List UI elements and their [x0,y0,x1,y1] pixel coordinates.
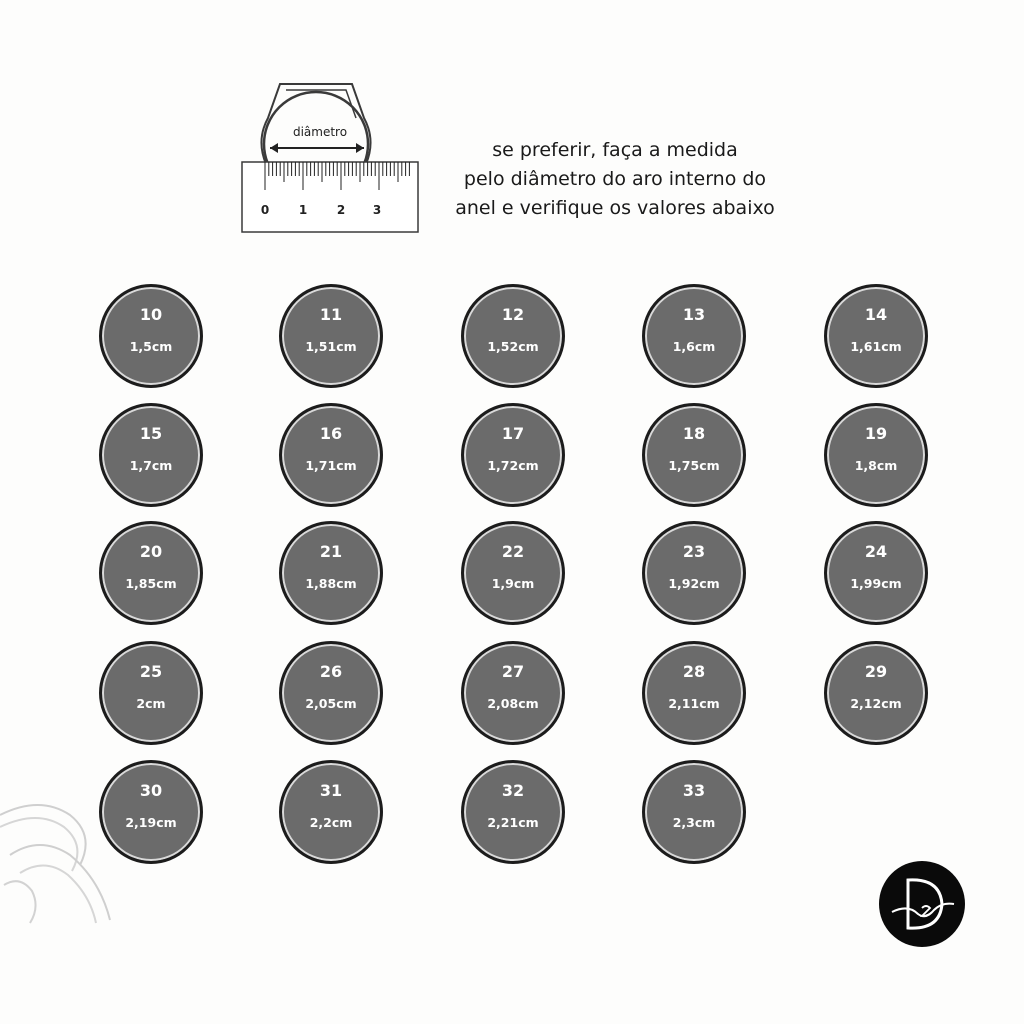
size-number: 32 [501,781,525,800]
size-number: 15 [139,424,163,443]
size-diameter: 2cm [136,696,166,711]
size-circle-21 [279,521,383,625]
size-circle-17 [461,403,565,507]
size-diameter: 1,6cm [672,339,716,354]
size-number: 11 [319,305,343,324]
size-diameter: 1,7cm [129,458,173,473]
instructions-line-1: se preferir, faça a medida [492,139,738,161]
size-number: 14 [864,305,888,324]
instructions-line-3: anel e verifique os valores abaixo [455,197,775,219]
size-diameter: 2,08cm [487,696,539,711]
size-diameter: 2,2cm [309,815,353,830]
diameter-label: diâmetro [292,125,348,139]
ruler-number-3: 3 [372,203,382,217]
size-number: 33 [682,781,706,800]
size-diameter: 2,3cm [672,815,716,830]
size-number: 17 [501,424,525,443]
size-number: 10 [139,305,163,324]
size-diameter: 2,21cm [487,815,539,830]
size-diameter: 2,05cm [305,696,357,711]
ruler-number-1: 1 [298,203,308,217]
size-circle-16 [279,403,383,507]
size-circle-13 [642,284,746,388]
size-circle-26 [279,641,383,745]
size-circle-12 [461,284,565,388]
size-circle-33 [642,760,746,864]
size-diameter: 1,71cm [305,458,357,473]
size-number: 26 [319,662,343,681]
size-circle-28 [642,641,746,745]
size-number: 21 [319,542,343,561]
size-circle-29 [824,641,928,745]
size-diameter: 1,8cm [854,458,898,473]
size-diameter: 2,11cm [668,696,720,711]
ruler-number-2: 2 [336,203,346,217]
size-diameter: 1,9cm [491,576,535,591]
size-circle-25 [99,641,203,745]
size-circle-11 [279,284,383,388]
size-number: 24 [864,542,888,561]
size-diameter: 1,51cm [305,339,357,354]
size-number: 22 [501,542,525,561]
size-number: 19 [864,424,888,443]
size-diameter: 2,12cm [850,696,902,711]
size-diameter: 1,61cm [850,339,902,354]
size-number: 27 [501,662,525,681]
size-diameter: 1,72cm [487,458,539,473]
size-circle-32 [461,760,565,864]
size-number: 23 [682,542,706,561]
size-number: 29 [864,662,888,681]
brand-logo-icon [878,860,966,948]
size-circle-14 [824,284,928,388]
size-diameter: 1,75cm [668,458,720,473]
size-number: 12 [501,305,525,324]
size-circle-27 [461,641,565,745]
size-diameter: 1,5cm [129,339,173,354]
size-circle-23 [642,521,746,625]
size-circle-24 [824,521,928,625]
ruler-number-0: 0 [260,203,270,217]
size-number: 16 [319,424,343,443]
size-diameter: 1,85cm [125,576,177,591]
size-number: 13 [682,305,706,324]
decorative-rings-icon [0,795,118,925]
size-diameter: 1,92cm [668,576,720,591]
size-number: 18 [682,424,706,443]
size-circle-31 [279,760,383,864]
size-circle-22 [461,521,565,625]
size-diameter: 2,19cm [125,815,177,830]
size-diameter: 1,88cm [305,576,357,591]
size-number: 30 [139,781,163,800]
size-diameter: 1,99cm [850,576,902,591]
size-number: 20 [139,542,163,561]
instructions-line-2: pelo diâmetro do aro interno do [463,168,767,190]
size-number: 31 [319,781,343,800]
size-number: 28 [682,662,706,681]
size-circle-10 [99,284,203,388]
size-diameter: 1,52cm [487,339,539,354]
size-circle-18 [642,403,746,507]
size-circle-19 [824,403,928,507]
size-circle-20 [99,521,203,625]
size-circle-15 [99,403,203,507]
size-number: 25 [139,662,163,681]
